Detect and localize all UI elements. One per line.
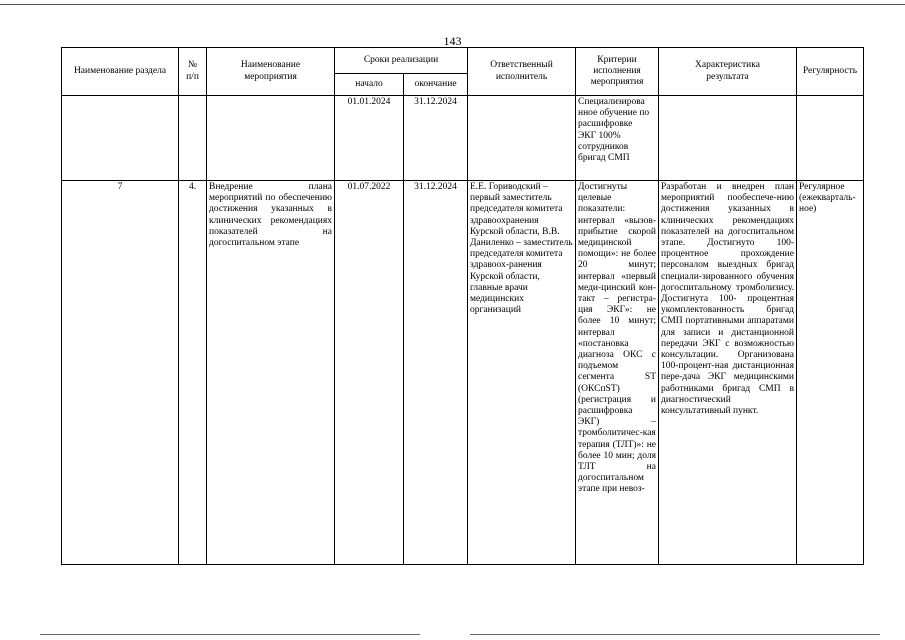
item-number: 4. — [179, 181, 207, 565]
prev-end-date: 31.12.2024 — [404, 96, 468, 181]
prev-regularity-cell — [797, 96, 864, 181]
header-row-1 — [62, 48, 864, 74]
prev-start-date: 01.01.2024 — [335, 96, 404, 181]
criteria-text: Достигнуты целевые показатели: интервал «вызов-прибытие скорой медицинской помощи»: не более 20 минут; интервал «первый меди-цинский кон-такт – регистра-ция ЭКГ»: не более 10 минут; интервал «постановка диагноза ОКС с подъемом сегмента ST (ОКСпST) (регистрация и расшифровка ЭКГ) – тромболитичес-кая терапия (ТЛТ)»: не более 10 мин; доля ТЛТ на догоспитальном этапе при невоз- — [576, 181, 659, 565]
header-responsible: Ответственный исполнитель — [468, 48, 576, 96]
table-row — [62, 96, 864, 181]
page-number: 143 — [443, 34, 462, 48]
event-name: Внедрение плана мероприятий по обеспечению достижения указанных в клинических рекомендациях показателей на догоспитальном этапе — [207, 181, 335, 565]
prev-criteria: Специализирова нное обучение по расшифровке ЭКГ 100% сотрудников бригад СМП — [576, 96, 659, 181]
prev-responsible-cell — [468, 96, 576, 181]
bottom-rule-left — [40, 634, 420, 635]
result-description: Разработан и внедрен план мероприятий пообеспече-нию достижения указанных в клинических рекомендациях показателей на догоспитальном этапе. Достигнуто 100-процентное прохождение персоналом выездных бригад специали-зированного обучения догоспитальному тромболизису. Достигнута 100- процентная укомплектованность бригад СМП портативными аппаратами для записи и дистанционной передачи ЭКГ с возможностью консультации. Организована 100-процент-ная дистанционная пере-дача ЭКГ медицинскими работниками бригад СМП в диагностический консультативный пункт. — [659, 181, 797, 565]
responsible-executor: Е.Е. Гориводский – первый заместитель председателя комитета здравоохранения Курской области, В.В. Даниленко – заместитель председателя комитета здравоох-ранения Курской области, главные врачи медицинских организаций — [468, 181, 576, 565]
end-date: 31.12.2024 — [404, 181, 468, 565]
header-result: Характеристика результата — [659, 48, 797, 96]
prev-result-cell — [659, 96, 797, 181]
top-border-line — [0, 4, 905, 5]
section-number: 7 — [62, 181, 179, 565]
header-criteria: Критерии исполнения мероприятия — [576, 48, 659, 96]
header-event: Наименование мероприятия — [207, 48, 335, 96]
prev-section-cell — [62, 96, 179, 181]
header-regularity: Регулярность — [797, 48, 864, 96]
header-section: Наименование раздела — [62, 48, 179, 96]
regularity-value: Регулярное (ежекварталь-ное) — [797, 181, 864, 565]
measures-table — [61, 47, 864, 565]
start-date: 01.07.2022 — [335, 181, 404, 565]
header-number: № п/п — [179, 48, 207, 96]
header-terms: Сроки реализации — [335, 48, 468, 74]
bottom-rule-right — [470, 634, 880, 635]
header-end: окончание — [404, 74, 468, 96]
table-row — [62, 181, 864, 565]
prev-event-cell — [207, 96, 335, 181]
header-start: начало — [335, 74, 404, 96]
prev-number-cell — [179, 96, 207, 181]
